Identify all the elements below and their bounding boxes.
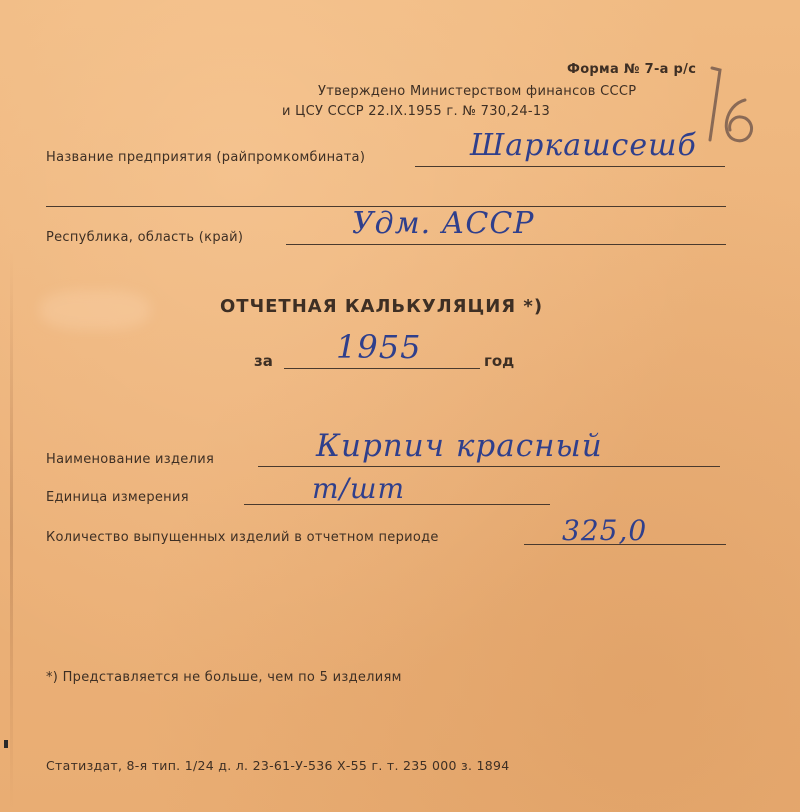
- quantity-label: Количество выпущенных изделий в отчетном периоде: [46, 530, 439, 545]
- enterprise-label: Название предприятия (райпромкомбината): [46, 150, 366, 165]
- year-suffix: год: [484, 352, 515, 370]
- republic-label: Республика, область (край): [46, 230, 244, 245]
- paper-crease: [40, 290, 150, 330]
- year-prefix: за: [254, 352, 273, 370]
- paper-fold: [10, 250, 13, 810]
- approval-line-2: и ЦСУ СССР 22.IX.1955 г. № 730,24-13: [282, 104, 551, 119]
- enterprise-underline: [415, 166, 725, 167]
- republic-underline: [286, 244, 726, 245]
- report-title: ОТЧЕТНАЯ КАЛЬКУЛЯЦИЯ *): [220, 296, 544, 317]
- republic-value: Удм. АССР: [352, 206, 535, 241]
- product-underline: [258, 466, 720, 467]
- product-value: Кирпич красный: [316, 428, 603, 464]
- year-value: 1955: [336, 328, 422, 366]
- enterprise-value: Шаркашсешб: [470, 128, 697, 163]
- year-underline: [284, 368, 480, 369]
- approval-line-1: Утверждено Министерством финансов СССР: [318, 84, 637, 99]
- unit-value: т/шт: [312, 472, 406, 505]
- footnote: *) Представляется не больше, чем по 5 изделиям: [46, 670, 402, 685]
- form-number: Форма № 7-а р/с: [567, 62, 697, 77]
- edge-mark: [4, 740, 8, 748]
- printer-imprint: Статиздат, 8-я тип. 1/24 д. л. 23-61-У-536 Х-55 г. т. 235 000 з. 1894: [46, 758, 510, 773]
- quantity-value: 325,0: [562, 514, 648, 547]
- folio-number-pencil: [690, 60, 770, 170]
- unit-label: Единица измерения: [46, 490, 189, 505]
- folio-number-text: 16: [690, 60, 692, 61]
- product-label: Наименование изделия: [46, 452, 215, 467]
